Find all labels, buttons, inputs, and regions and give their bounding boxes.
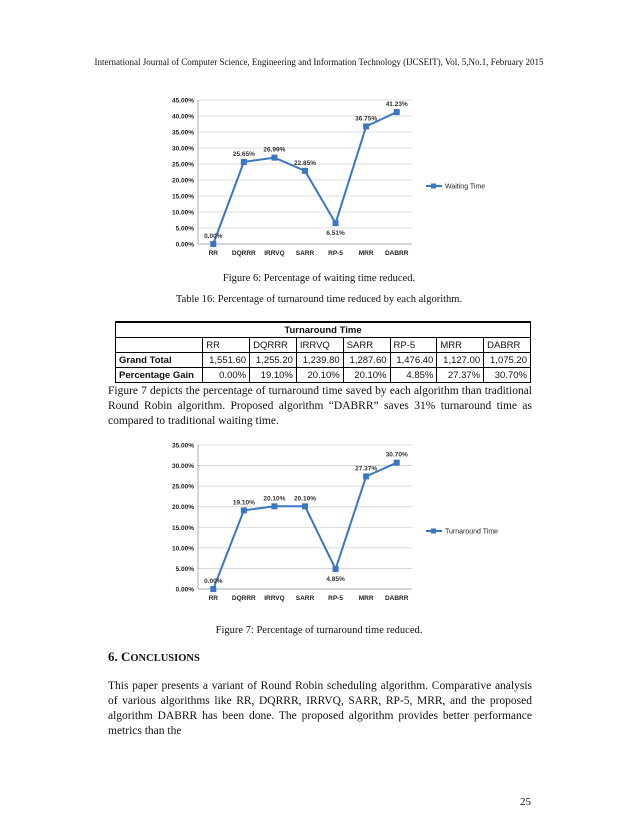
table-header-turnaround-time: Turnaround Time (116, 322, 531, 338)
fig6-x-tick-label: RR (208, 250, 218, 257)
fig7-data-point (210, 586, 216, 592)
fig7-y-tick-label: 30.00% (171, 463, 194, 471)
table-cell: 30.70% (484, 368, 531, 383)
table-cell: 1,551.60 (203, 353, 250, 368)
fig7-data-point (271, 503, 277, 509)
column-header: RR (203, 338, 250, 353)
fig6-x-tick-label: IRRVQ (264, 250, 285, 257)
table-cell: 27.37% (437, 368, 484, 383)
fig6-data-point (302, 168, 308, 174)
table-cell: 20.10% (343, 368, 390, 383)
fig6-data-label: 26.99% (263, 146, 286, 154)
fig6-x-tick-label: RP-5 (328, 250, 343, 257)
fig6-x-tick-label: DQRRR (231, 250, 256, 257)
conclusions-paragraph: This paper presents a variant of Round Robin scheduling algorithm. Comparative analysis of various algorithms like RR, DQRRR, IRRVQ, SARR, RP-5, MRR, and the proposed algorithm DABRR has been done. The proposed algorithm provides better performance metrics than the (108, 680, 532, 737)
column-header: DQRRR (250, 338, 297, 353)
fig6-data-label: 0.00% (204, 233, 223, 240)
fig7-y-tick-label: 35.00% (171, 442, 194, 450)
fig6-x-tick-label: MRR (358, 250, 374, 257)
fig6-y-tick-label: 45.00% (171, 97, 194, 105)
table-column-header-row (116, 338, 531, 353)
fig6-data-label: 41.23% (385, 101, 408, 109)
fig7-data-point (302, 503, 308, 509)
section-title-initial: C (121, 649, 131, 664)
fig6-data-point (271, 155, 277, 161)
fig7-series-line (213, 463, 396, 589)
column-header: MRR (437, 338, 484, 353)
fig7-data-point (241, 507, 247, 513)
turnaround-time-table (115, 321, 531, 383)
table-cell: 1,476.40 (390, 353, 437, 368)
table-cell: 1,255.20 (250, 353, 297, 368)
section-heading-conclusions (108, 649, 200, 665)
fig6-y-tick-label: 25.00% (171, 161, 194, 169)
fig7-x-tick-label: SARR (295, 595, 315, 602)
body-paragraph-figure-7: Figure 7 depicts the percentage of turnaround time saved by each algorithm than traditional Round Robin algorithm. Proposed algorithm “DABRR” saves 31% turnaround time as compared to traditional waiting time. (108, 385, 532, 427)
fig6-data-label: 36.75% (355, 115, 378, 123)
fig7-y-tick-label: 25.00% (171, 483, 194, 491)
table-row-grand-total (116, 353, 531, 368)
table-cell: 1,075.20 (484, 353, 531, 368)
fig7-y-tick-label: 15.00% (171, 524, 194, 532)
fig6-y-tick-label: 20.00% (171, 177, 194, 185)
fig6-data-point (210, 241, 216, 247)
table-title-row (116, 322, 531, 338)
fig7-data-label: 0.00% (204, 578, 223, 585)
fig6-y-tick-label: 5.00% (175, 225, 194, 233)
table-cell: 4.85% (390, 368, 437, 383)
figure-7-turnaround-time-chart (160, 437, 520, 609)
table-corner-cell (116, 338, 203, 353)
fig7-data-label: 20.10% (263, 495, 286, 503)
figure-7-caption: Figure 7: Percentage of turnaround time reduced. (215, 625, 423, 636)
journal-header: International Journal of Computer Science, Engineering and Information Technology (IJCSEIT), Vol. 5,No.1, February 2015 (94, 57, 544, 67)
fig6-data-point (363, 123, 369, 129)
fig7-x-tick-label: DABRR (384, 595, 409, 602)
fig6-data-label: 6.51% (326, 230, 345, 238)
fig6-data-label: 22.85% (293, 159, 317, 167)
fig7-x-tick-label: RR (208, 595, 218, 602)
fig6-data-point (333, 220, 339, 226)
column-header: DABRR (484, 338, 531, 353)
column-header: SARR (343, 338, 390, 353)
table-row-percentage-gain (116, 368, 531, 383)
figure-6-caption: Figure 6: Percentage of waiting time reduced. (222, 273, 416, 284)
fig7-data-label: 30.70% (385, 451, 408, 459)
figure-6-waiting-time-chart (160, 92, 520, 264)
fig6-y-tick-label: 35.00% (171, 129, 194, 137)
table-cell: 0.00% (203, 368, 250, 383)
fig6-svg (160, 92, 520, 264)
table-cell: 20.10% (296, 368, 343, 383)
fig7-y-tick-label: 5.00% (175, 565, 194, 573)
table-cell: 1,239.80 (296, 353, 343, 368)
fig6-x-tick-label: SARR (295, 250, 315, 257)
row-label: Grand Total (116, 353, 203, 368)
table-cell: 1,287.60 (343, 353, 390, 368)
fig6-data-label: 25.65% (232, 150, 255, 158)
fig7-data-point (394, 460, 400, 466)
fig6-legend-marker (431, 184, 436, 189)
table-16-title: Table 16: Percentage of turnaround time reduced by each algorithm. (175, 294, 463, 305)
fig7-y-tick-label: 10.00% (171, 545, 194, 553)
fig6-y-tick-label: 30.00% (171, 145, 194, 153)
fig7-data-point (333, 566, 339, 572)
fig6-data-point (394, 109, 400, 115)
fig7-data-label: 20.10% (293, 495, 317, 503)
fig7-data-label: 27.37% (355, 465, 378, 473)
fig6-y-tick-label: 10.00% (171, 209, 194, 217)
fig7-legend-marker (431, 529, 436, 534)
fig6-y-tick-label: 15.00% (171, 193, 194, 201)
fig7-x-tick-label: RP-5 (328, 595, 343, 602)
fig6-legend-label: Waiting Time (445, 183, 486, 191)
row-label: Percentage Gain (116, 368, 203, 383)
table-cell: 1,127.00 (437, 353, 484, 368)
fig7-y-tick-label: 0.00% (175, 586, 194, 594)
fig6-x-tick-label: DABRR (384, 250, 409, 257)
fig6-data-point (241, 159, 247, 165)
fig7-x-tick-label: MRR (358, 595, 374, 602)
fig7-data-label: 4.85% (326, 576, 345, 584)
fig7-y-tick-label: 20.00% (171, 504, 194, 512)
table-cell: 19.10% (250, 368, 297, 383)
fig7-data-label: 19.10% (232, 499, 255, 507)
column-header: IRRVQ (296, 338, 343, 353)
column-header: RP-5 (390, 338, 437, 353)
page-number: 25 (520, 796, 531, 808)
section-number: 6. (108, 649, 118, 664)
fig6-y-tick-label: 0.00% (175, 241, 194, 249)
fig7-svg (160, 437, 520, 609)
section-title-rest: ONCLUSIONS (130, 653, 200, 664)
fig7-x-tick-label: IRRVQ (264, 595, 285, 602)
fig7-x-tick-label: DQRRR (231, 595, 256, 602)
fig6-y-tick-label: 40.00% (171, 113, 194, 121)
fig7-data-point (363, 473, 369, 479)
fig7-legend-label: Turnaround Time (445, 528, 499, 536)
